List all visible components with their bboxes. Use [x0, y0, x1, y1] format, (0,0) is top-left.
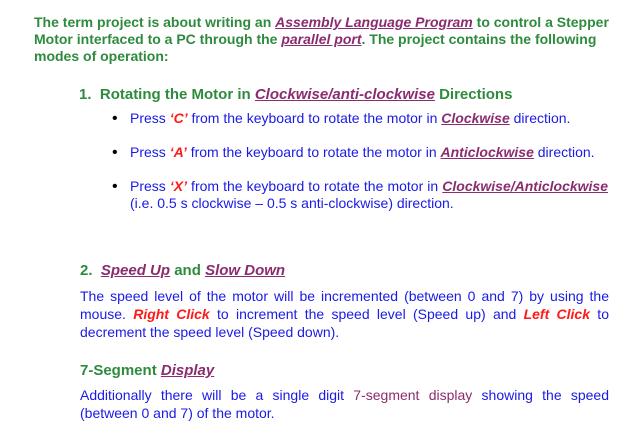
display-paragraph: [80, 386, 609, 422]
parallel-port-link[interactable]: parallel port: [281, 31, 362, 47]
section-1-heading: [79, 86, 512, 103]
seven-segment-highlight: 7-segment display: [353, 387, 473, 403]
section-2-heading: [80, 262, 285, 279]
key-a: ‘A’: [169, 144, 187, 160]
intro-text-2: to control a Stepper Motor interfaced to a PC through the: [34, 14, 609, 47]
bullet-text: (i.e. 0.5 s clockwise – 0.5 s anti-clockwise) direction.: [130, 195, 454, 211]
bullet-text: direction.: [533, 144, 595, 160]
clockwise-anticlockwise-link[interactable]: Clockwise/anti-clockwise: [254, 86, 435, 103]
speed-up-link[interactable]: Speed Up: [100, 262, 171, 279]
bullet-item-c: [130, 110, 608, 127]
key-c: ‘C’: [169, 110, 188, 126]
key-x: ‘X’: [169, 178, 187, 194]
intro-paragraph: [34, 14, 619, 65]
right-click-label: Right Click: [133, 306, 210, 322]
intro-text-3: . The project contains the following modes of operation:: [34, 31, 597, 64]
section-1-text-1: Rotating the Motor in: [99, 86, 255, 103]
bullet-text: direction.: [509, 110, 571, 126]
section-2-number: 2.: [80, 262, 93, 279]
speed-paragraph: [80, 287, 609, 341]
left-click-label: Left Click: [523, 306, 591, 322]
intro-text-1: The term project is about writing an: [34, 14, 276, 30]
section-2-and: and: [170, 262, 206, 279]
slow-down-link[interactable]: Slow Down: [205, 262, 286, 279]
bullet-item-a: [130, 144, 608, 161]
display-link[interactable]: Display: [160, 362, 215, 379]
bullet-text: from the keyboard to rotate the motor in: [186, 144, 441, 160]
bullet-text: Press: [130, 178, 170, 194]
bullet-text: Press: [130, 110, 170, 126]
bullet-text: from the keyboard to rotate the motor in: [186, 178, 443, 194]
bullet-text: Press: [130, 144, 170, 160]
speed-text-2: to increment the speed level (Speed up) and: [209, 306, 524, 322]
assembly-language-link[interactable]: Assembly Language Program: [275, 14, 473, 30]
display-text-2: showing the speed (between 0 and 7) of the motor.: [80, 387, 609, 421]
section-3-heading: [80, 362, 214, 379]
section-1-number: 1.: [79, 86, 92, 103]
bullet-text: from the keyboard to rotate the motor in: [187, 110, 442, 126]
clockwise-anticlockwise-mode-link[interactable]: Clockwise/Anticlockwise: [442, 178, 608, 194]
bullet-item-x: [130, 178, 608, 212]
section-3-text: 7-Segment: [80, 362, 161, 379]
rotation-bullet-list: [130, 110, 608, 229]
speed-text-3: to decrement the speed level (Speed down).: [80, 306, 609, 340]
speed-text-1: The speed level of the motor will be incremented (between 0 and 7) by using the mouse.: [80, 288, 609, 322]
section-1-text-2: Directions: [434, 86, 513, 103]
display-text-1: Additionally there will be a single digit: [80, 387, 354, 403]
anticlockwise-link[interactable]: Anticlockwise: [440, 144, 534, 160]
clockwise-link[interactable]: Clockwise: [441, 110, 510, 126]
